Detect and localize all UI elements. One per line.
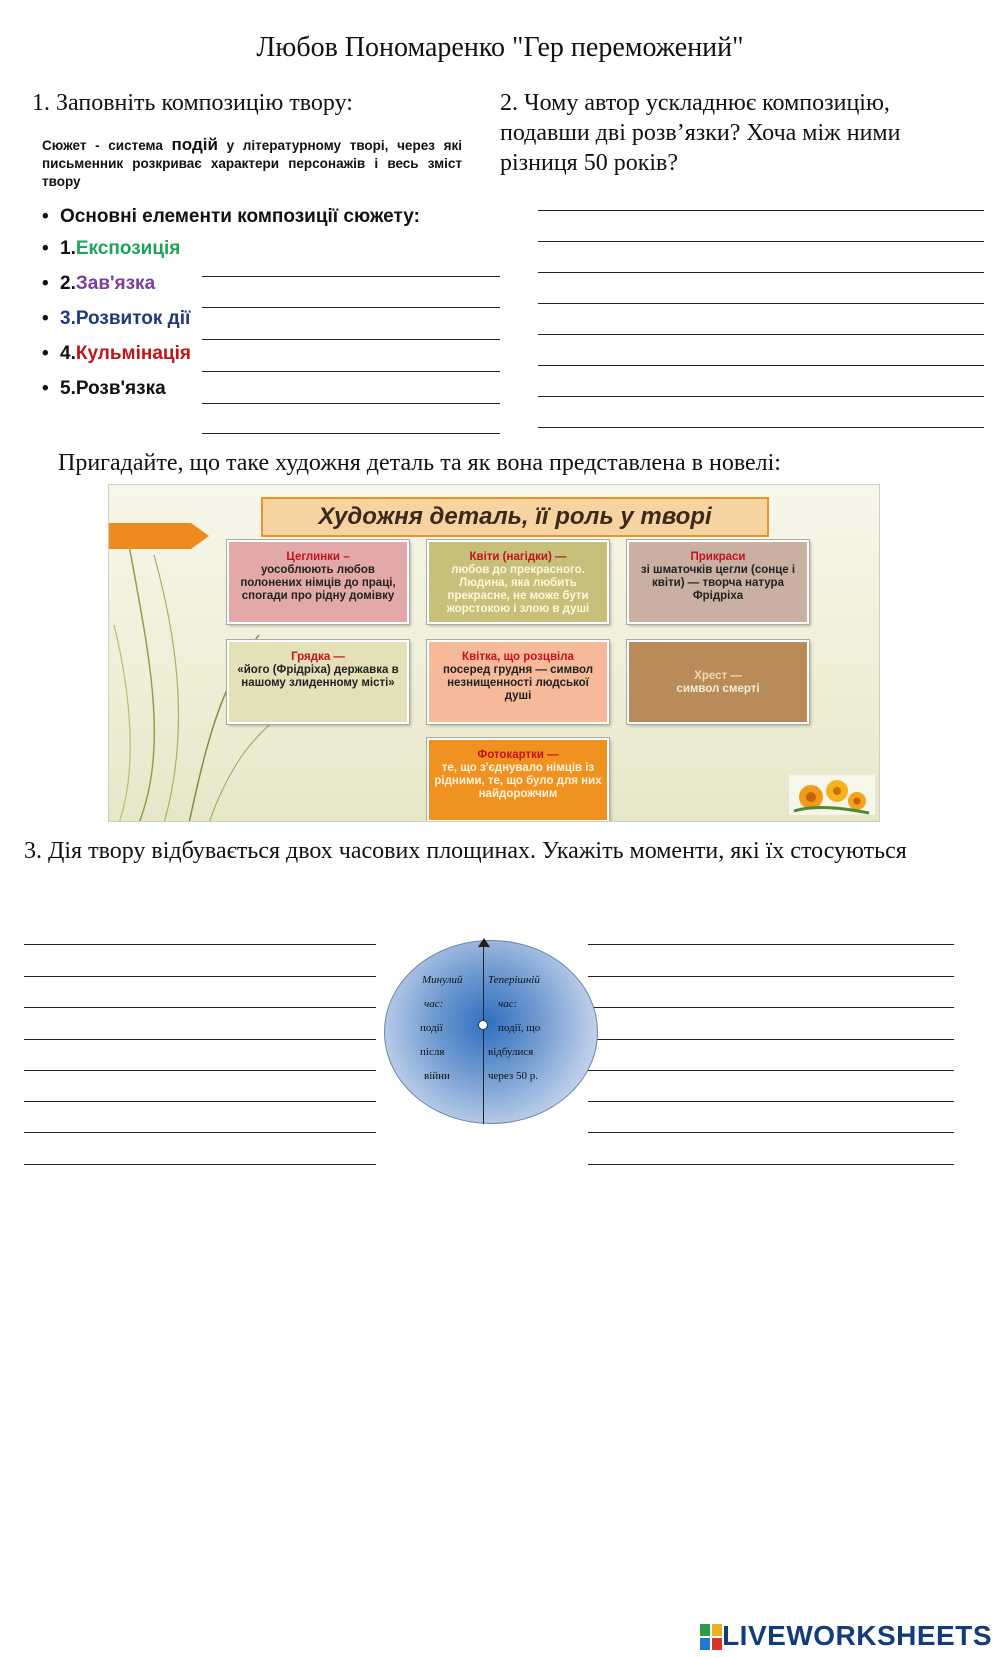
detail-card-photos	[427, 738, 609, 822]
time-axis-line	[483, 940, 484, 1124]
card-body: уособлюють любов полонених німців до праці, спогади про рідну домівку	[240, 564, 396, 602]
answer-line-resolution[interactable]	[202, 433, 500, 434]
answer-line-past[interactable]	[24, 976, 376, 977]
answer-line-q2[interactable]	[538, 427, 984, 428]
card-body: зі шматочків цегли (сонце і квіти) — творча натура Фрідріха	[640, 564, 796, 602]
answer-line-past[interactable]	[24, 1070, 376, 1071]
card-body: любов до прекрасного. Людина, яка любить прекрасне, не може бути жорстокою і злою в душі	[446, 564, 590, 615]
item-label: Експозиція	[75, 238, 181, 259]
question-3-text: 3. Дія твору відбувається двох часових площинах. Укажіть моменти, які їх стосуються	[24, 838, 907, 864]
answer-line-past[interactable]	[24, 1007, 376, 1008]
answer-line-exposition-2[interactable]	[202, 307, 500, 308]
question-1-heading: 1. Заповніть композицію твору:	[32, 90, 353, 116]
center-point	[478, 1020, 488, 1030]
worksheet-title: Любов Пономаренко "Гер переможений"	[256, 32, 744, 63]
artistic-detail-slide	[108, 484, 880, 822]
past-label-4: після	[420, 1046, 445, 1058]
present-label-5: через 50 р.	[488, 1070, 539, 1082]
item-number: 4.	[60, 343, 76, 364]
answer-line-present[interactable]	[588, 1164, 954, 1165]
answer-line-setup[interactable]	[202, 339, 500, 340]
answer-line-development[interactable]	[202, 371, 500, 372]
card-body: посеред грудня — символ незнищенності людської душі	[442, 664, 594, 702]
card-title: Хрест —	[694, 670, 742, 682]
answer-line-exposition[interactable]	[202, 276, 500, 277]
detail-card-cross	[627, 640, 809, 724]
present-label-2: час:	[498, 998, 518, 1010]
elements-heading: • Основні елементи композиції сюжету:	[42, 204, 462, 229]
answer-line-present[interactable]	[588, 1007, 954, 1008]
card-title: Грядка —	[291, 651, 345, 663]
item-number: 2.	[60, 273, 76, 294]
card-title: Фотокартки —	[477, 749, 559, 761]
card-body: символ смерті	[676, 683, 760, 695]
answer-line-q2[interactable]	[538, 365, 984, 366]
list-item	[42, 238, 462, 273]
present-label-1: Теперішній	[488, 974, 540, 986]
item-number: 1.	[60, 238, 76, 259]
answer-line-present[interactable]	[588, 1070, 954, 1071]
list-item	[42, 378, 462, 413]
answer-line-q2[interactable]	[538, 396, 984, 397]
answer-line-present[interactable]	[588, 1132, 954, 1133]
answer-line-climax[interactable]	[202, 403, 500, 404]
card-title: Квітка, що розцвіла	[462, 651, 574, 663]
card-title: Прикраси	[690, 551, 746, 563]
item-label: 5.Розв'язка	[60, 378, 166, 399]
composition-elements-list	[42, 204, 462, 413]
detail-card-bricks	[227, 540, 409, 624]
detail-card-blooming-flower	[427, 640, 609, 724]
answer-line-present[interactable]	[588, 976, 954, 977]
past-label-5: війни	[424, 1070, 450, 1082]
answer-line-past[interactable]	[24, 1164, 376, 1165]
list-item	[42, 308, 462, 343]
question-2-text: 2. Чому автор ускладнює композицію, подавши дві розв’язки? Хоча між ними різниця 50 років?	[500, 90, 901, 176]
answer-line-q2[interactable]	[538, 272, 984, 273]
item-label: Кульмінація	[75, 343, 191, 364]
answer-line-present[interactable]	[588, 1101, 954, 1102]
plot-definition	[42, 136, 462, 191]
liveworksheets-logo-icon	[700, 1624, 722, 1650]
answer-line-q2[interactable]	[538, 210, 984, 211]
card-title: Цеглинки –	[286, 551, 350, 563]
answer-line-past[interactable]	[24, 1132, 376, 1133]
card-title: Квіти (нагідки) —	[469, 551, 567, 563]
past-label-2: час:	[424, 998, 444, 1010]
arrow-up-icon	[478, 938, 490, 947]
item-label: 3.Розвиток дії	[60, 308, 191, 329]
present-label-3: події, що	[498, 1022, 541, 1034]
brand-name: LIVEWORKSHEETS	[722, 1620, 992, 1651]
list-item	[42, 273, 462, 308]
detail-card-decorations	[627, 540, 809, 624]
answer-line-present[interactable]	[588, 944, 954, 945]
answer-line-q2[interactable]	[538, 241, 984, 242]
marigold-flowers-icon	[789, 775, 875, 815]
answer-line-past[interactable]	[24, 944, 376, 945]
slide-title: Художня деталь, її роль у творі	[261, 497, 769, 537]
item-label: Зав'язка	[75, 273, 156, 294]
answer-line-q2[interactable]	[538, 303, 984, 304]
time-planes-circle	[384, 940, 598, 1124]
answer-line-past[interactable]	[24, 1101, 376, 1102]
present-label-4: відбулися	[488, 1046, 534, 1058]
past-label-3: події	[420, 1022, 443, 1034]
list-item	[42, 343, 462, 378]
card-body: те, що з'єднувало німців із рідними, те, що було для них найдорожчим	[434, 762, 602, 800]
orange-arrow-decoration	[109, 523, 209, 549]
answer-line-present[interactable]	[588, 1039, 954, 1040]
answer-line-past[interactable]	[24, 1039, 376, 1040]
past-label-1: Минулий	[422, 974, 463, 986]
detail-card-garden-bed	[227, 640, 409, 724]
detail-card-flowers	[427, 540, 609, 624]
definition-post: у літературному творі, через які письменник розкриває характери персонажів і весь зміст твору	[42, 138, 462, 189]
definition-pre: Сюжет - система	[42, 138, 163, 153]
answer-line-q2[interactable]	[538, 334, 984, 335]
detail-prompt: Пригадайте, що таке художня деталь та як вона представлена в новелі:	[58, 450, 781, 476]
definition-keyword: подій	[171, 135, 218, 154]
card-body: «його (Фрідріха) державка в нашому злиденному місті»	[237, 664, 399, 689]
